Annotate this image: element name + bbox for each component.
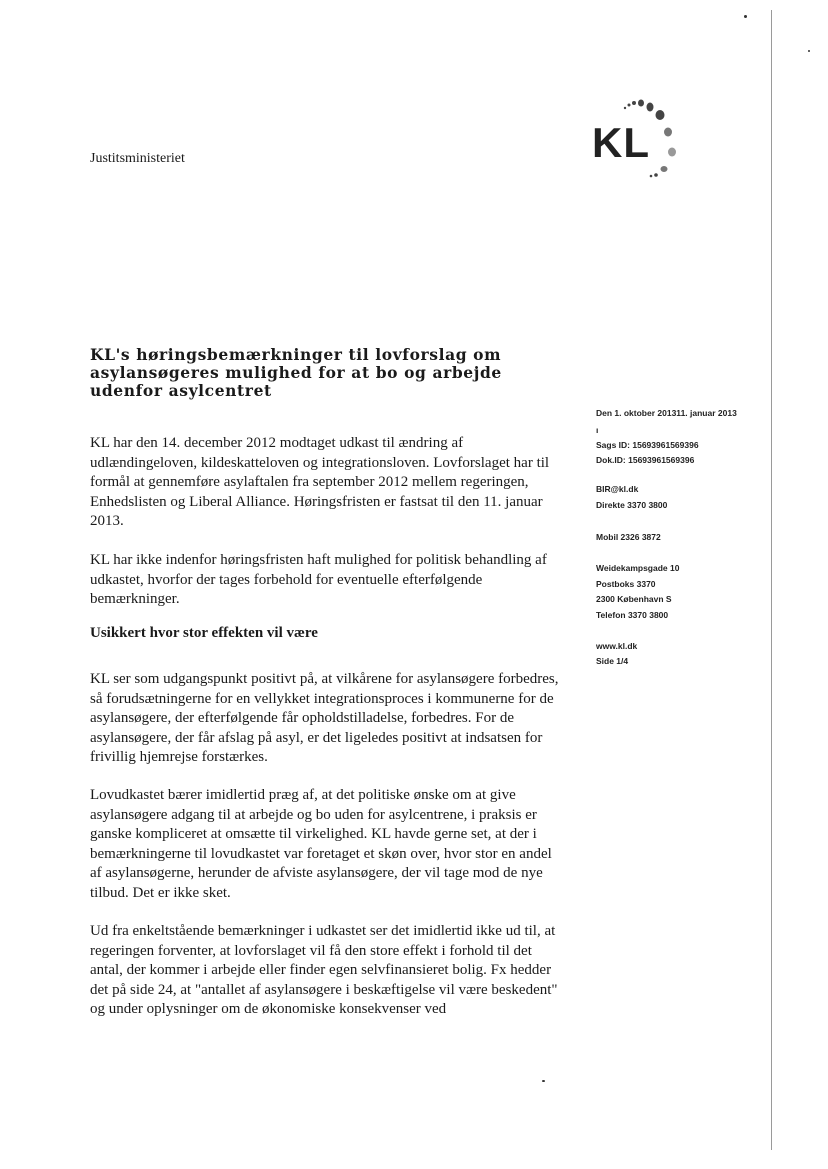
phone: Telefon 3370 3800 bbox=[596, 610, 669, 620]
paragraph-5: Ud fra enkeltstående bemærkninger i udkastet ser det imidlertid ikke ud til, at regeringen forventer, at lovforslaget vil få den store effekt i forhold til det antal, der kommer i arbejde eller finder egen selvfinansieret bolig. Fx hedder det på side 24, at "antallet af asylansøgere i beskæftigelse vil være beskedent" og under oplysninger om de økonomiske konsekvenser ved bbox=[90, 923, 558, 1017]
section-heading: Usikkert hvor stor effekten vil være bbox=[90, 625, 318, 641]
city: 2300 København S bbox=[596, 594, 672, 604]
website: www.kl.dk bbox=[596, 641, 638, 651]
street-address: Weidekampsgade 10 bbox=[596, 563, 680, 573]
po-box: Postboks 3370 bbox=[596, 579, 656, 589]
page-number: Side 1/4 bbox=[596, 656, 629, 666]
direct-phone: Direkte 3370 3800 bbox=[596, 500, 668, 510]
tick-mark: ı bbox=[596, 425, 599, 435]
email: BIR@kl.dk bbox=[596, 484, 639, 494]
mobile-phone: Mobil 2326 3872 bbox=[596, 532, 661, 542]
sags-id: Sags ID: 15693961569396 bbox=[596, 440, 699, 450]
date: Den 1. oktober 201311. januar 2013 bbox=[596, 408, 737, 418]
dok-id: Dok.ID: 15693961569396 bbox=[596, 455, 695, 465]
paragraph-4: Lovudkastet bærer imidlertid præg af, at det politiske ønske om at give asylansøgere adgang til at arbejde og bo uden for asylcentrene, i praksis er ganske kompliceret at omsætte til virkelighed. KL havde gerne set, at der i bemærkningerne til lovudkastet var foretaget et skøn over, hvor stor en andel af asylansøgerne, herunder de afviste asylansøgere, der vil tage mod de nye tilbud. Det er ikke sket. bbox=[90, 787, 552, 901]
paragraph-3: KL ser som udgangspunkt positivt på, at vilkårene for asylansøgere forbedres, så forudsætningerne for en vellykket integrationsproces i kommunerne for de asylansøgere, der efterfølgende får opholdstilladelse, forbedres. For de asylansøgere, der får afslag på asyl, er det ligeledes positivt at indsatsen for frivillig hjemrejse forstærkes. bbox=[90, 671, 559, 765]
scan-speck bbox=[808, 50, 810, 52]
scan-edge-line bbox=[771, 10, 772, 1150]
scan-speck bbox=[542, 1080, 545, 1082]
document-title: KL's høringsbemærkninger til lovforslag om asylansøgeres mulighed for at bo og arbejde udenfor asylcentret bbox=[90, 345, 502, 400]
paragraph-2: KL har ikke indenfor høringsfristen haft mulighed for politisk behandling af udkastet, hvorfor der tages forbehold for eventuelle efterfølgende bemærkninger. bbox=[90, 552, 547, 607]
recipient: Justitsministeriet bbox=[90, 151, 185, 166]
paragraph-1: KL har den 14. december 2012 modtaget udkast til ændring af udlændingeloven, kildeskatteloven og integrationsloven. Lovforslaget har til formål at gennemføre asylaftalen fra september 2012 mellem regeringen, Enhedslisten og Liberal Alliance. Høringsfristen er fastsat til den 11. januar 2013. bbox=[90, 435, 550, 529]
logo-text: KL bbox=[592, 119, 650, 166]
kl-logo bbox=[592, 96, 692, 186]
scan-speck bbox=[744, 15, 747, 18]
